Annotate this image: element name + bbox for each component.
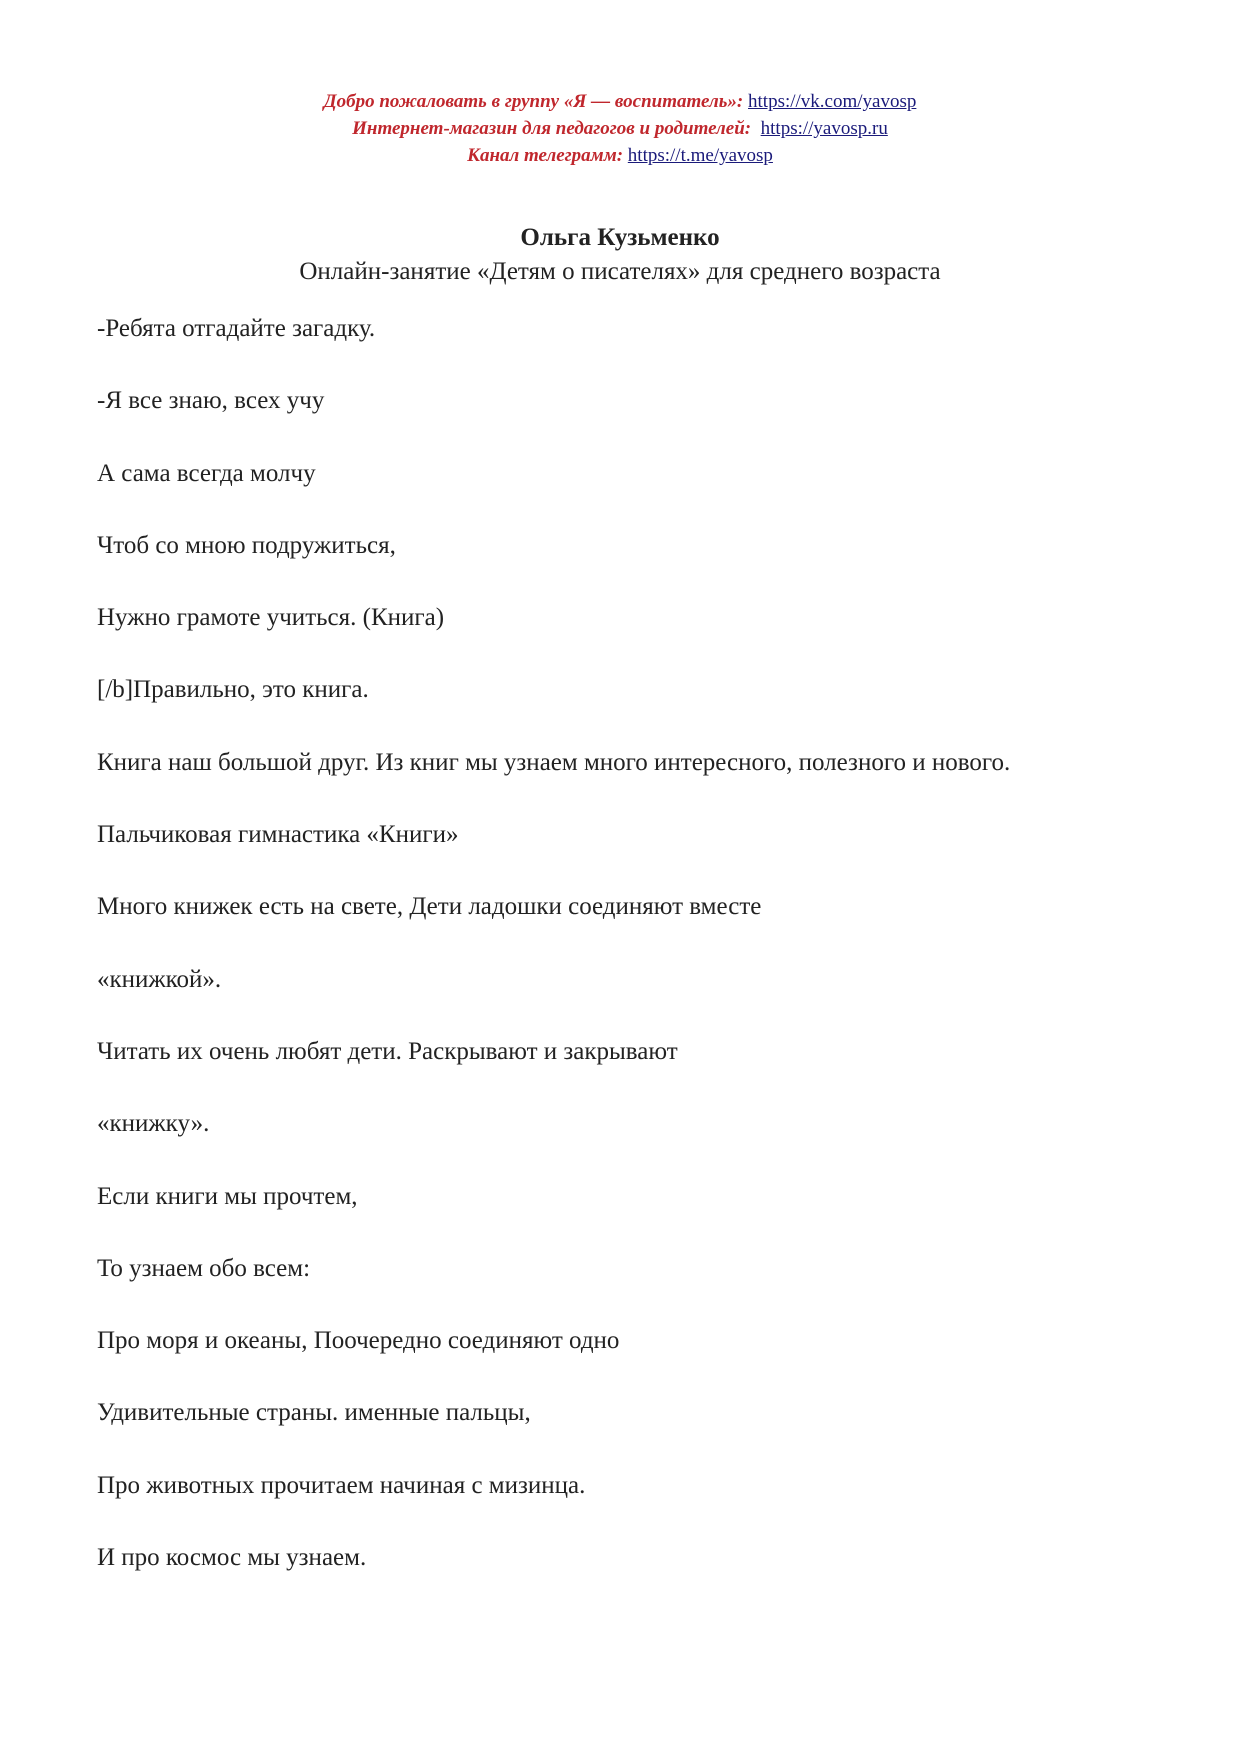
- document-subtitle: Онлайн-занятие «Детям о писателях» для среднего возраста: [299, 258, 941, 285]
- text-line: Про моря и океаны, Поочередно соединяют одно: [97, 1327, 620, 1355]
- text-line: -Ребята отгадайте загадку.: [97, 315, 376, 342]
- text-line: И про космос мы узнаем.: [97, 1544, 367, 1572]
- text-line: Про животных прочитаем начиная с мизинца.: [97, 1471, 586, 1499]
- promo-label-telegram: Канал телеграмм:: [467, 145, 624, 166]
- promo-label-shop: Интернет-магазин для педагогов и родителей:: [352, 118, 752, 139]
- telegram-link[interactable]: https://t.me/yavosp: [627, 145, 773, 166]
- text-line: Удивительные страны. именные пальцы,: [97, 1399, 531, 1427]
- vk-group-link[interactable]: https://vk.com/yavosp: [748, 91, 917, 112]
- text-line: -Я все знаю, всех учу: [97, 387, 325, 415]
- text-line: Если книги мы прочтем,: [97, 1182, 358, 1210]
- shop-link[interactable]: https://yavosp.ru: [760, 118, 888, 139]
- author-name: Ольга Кузьменко: [520, 224, 720, 251]
- text-line: А сама всегда молчу: [97, 459, 316, 487]
- promo-line-telegram: [0, 142, 1240, 169]
- promo-label-vk: Добро пожаловать в группу «Я — воспитатель»:: [323, 91, 744, 112]
- promo-header: [0, 88, 1240, 169]
- text-line: Чтоб со мною подружиться,: [97, 531, 396, 559]
- promo-line-vk: [0, 88, 1240, 115]
- text-line: Нужно грамоте учиться. (Книга): [97, 604, 445, 632]
- text-line: Пальчиковая гимнастика «Книги»: [97, 821, 459, 849]
- text-line: [/b]Правильно, это книга.: [97, 676, 369, 704]
- text-line: Читать их очень любят дети. Раскрывают и закрывают: [97, 1037, 678, 1065]
- text-line: Книга наш большой друг. Из книг мы узнаем много интересного, полезного и нового.: [97, 748, 1011, 776]
- text-line: «книжку».: [97, 1110, 210, 1138]
- promo-line-shop: [0, 115, 1240, 142]
- text-line: То узнаем обо всем:: [97, 1254, 311, 1282]
- text-line: «книжкой».: [97, 965, 222, 993]
- document-body: [97, 314, 1217, 1615]
- text-line: Много книжек есть на свете, Дети ладошки соединяют вместе: [97, 893, 762, 921]
